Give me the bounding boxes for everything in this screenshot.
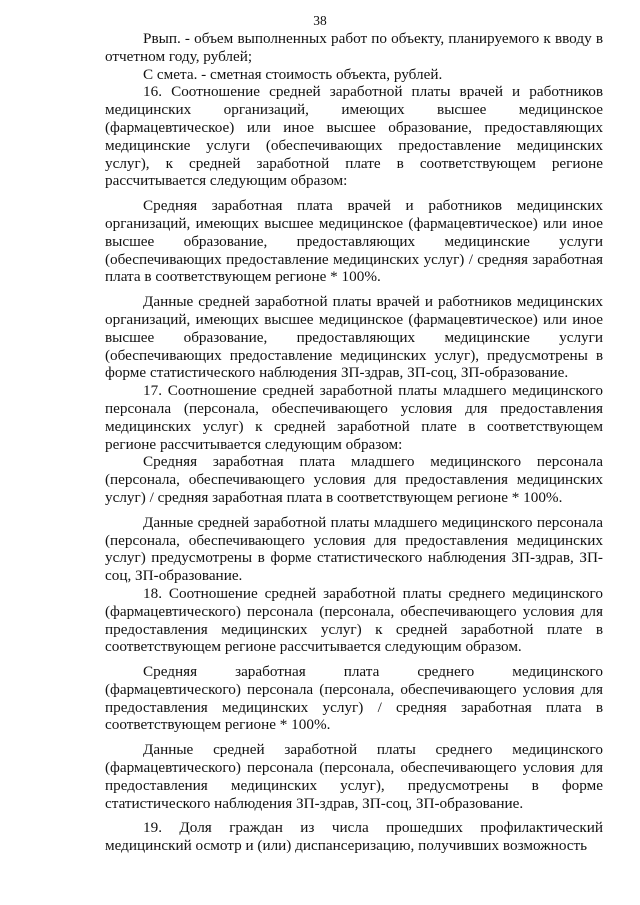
paragraph-formula-17: Средняя заработная плата младшего медицинского персонала (персонала, обеспечивающего условия для предоставления медицинских услуг) / средняя заработная плата в соответствующем регионе * 100%. bbox=[105, 453, 603, 506]
paragraph-item-17: 17. Соотношение средней заработной платы младшего медицинского персонала (персонала, обеспечивающего условия для предоставления медицинских услуг) к средней заработной плате в соответствующем регионе рассчитывается следующим образом: bbox=[105, 382, 603, 453]
paragraph-data-source-18: Данные средней заработной платы среднего медицинского (фармацевтического) персонала (персонала, обеспечивающего условия для предоставления медицинских услуг), предусмотрены в форме статистического наблюдения ЗП-здрав, ЗП-соц, ЗП-образование. bbox=[105, 741, 603, 812]
paragraph-rvyp-definition: Рвып. - объем выполненных работ по объекту, планируемого к вводу в отчетном году, рублей; bbox=[105, 30, 603, 65]
paragraph-formula-16: Средняя заработная плата врачей и работников медицинских организаций, имеющих высшее медицинское (фармацевтическое) или иное высшее образование, предоставляющих медицинские услуги (обеспечивающих предоставление медицинских услуг) / средняя заработная плата в соответствующем регионе * 100%. bbox=[105, 197, 603, 286]
document-body bbox=[105, 30, 603, 855]
paragraph-item-16: 16. Соотношение средней заработной платы врачей и работников медицинских организаций, имеющих высшее медицинское (фармацевтическое) или иное высшее образование, предоставляющих медицинские услуги (обеспечивающих предоставление медицинских услуг), к средней заработной плате в соответствующем регионе рассчитывается следующим образом: bbox=[105, 83, 603, 190]
page-number: 38 bbox=[313, 13, 327, 28]
paragraph-formula-18: Средняя заработная плата среднего медицинского (фармацевтического) персонала (персонала, обеспечивающего условия для предоставления медицинских услуг) / средняя заработная плата в соответствующем регионе * 100%. bbox=[105, 663, 603, 734]
paragraph-item-18: 18. Соотношение средней заработной платы среднего медицинского (фармацевтического) персонала (персонала, обеспечивающего условия для предоставления медицинских услуг) к средней заработной плате в соответствующем регионе рассчитывается следующим образом. bbox=[105, 584, 603, 656]
paragraph-item-19: 19. Доля граждан из числа прошедших профилактический медицинский осмотр и (или) диспансеризацию, получивших возможность bbox=[105, 819, 603, 855]
paragraph-data-source-17: Данные средней заработной платы младшего медицинского персонала (персонала, обеспечивающего условия для предоставления медицинских услуг) предусмотрены в форме статистического наблюдения ЗП-здрав, ЗП-соц, ЗП-образование. bbox=[105, 513, 603, 585]
paragraph-smeta-definition: С смета. - сметная стоимость объекта, рублей. bbox=[143, 65, 443, 83]
paragraph-data-source-16: Данные средней заработной платы врачей и работников медицинских организаций, имеющих высшее медицинское (фармацевтическое) или иное высшее образование, предоставляющих медицинские услуги (обеспечивающих предоставление медицинских услуг), предусмотрены в форме статистического наблюдения ЗП-здрав, ЗП-соц, ЗП-образование. bbox=[105, 293, 603, 382]
